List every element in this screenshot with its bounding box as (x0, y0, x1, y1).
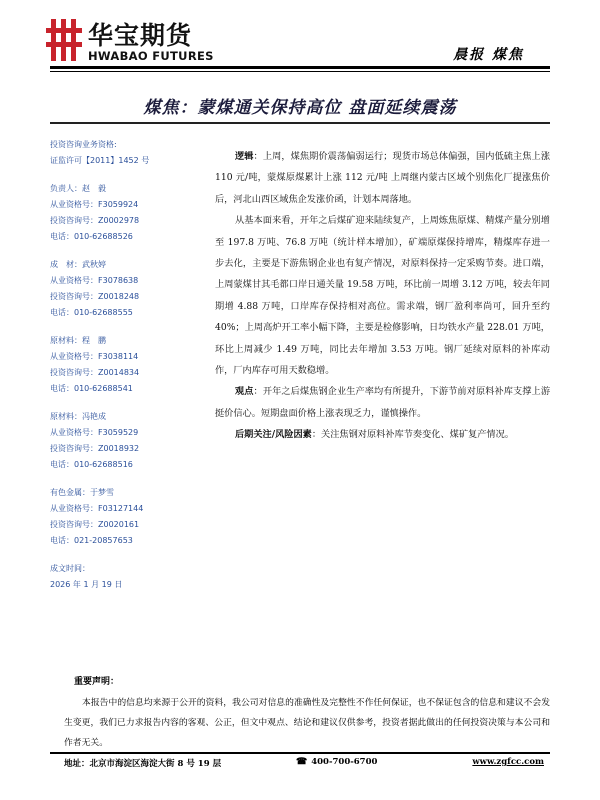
risk-text: ：关注焦钢对原料补库节奏变化、煤矿复产情况。 (311, 429, 514, 441)
disclaimer (64, 693, 550, 753)
logic-text: ：上周，煤焦期价震荡偏弱运行；现货市场总体偏强，国内低硫主焦上涨 110 元/吨，蒙煤原煤累计上涨 112 元/吨 上周继内蒙古区域个别焦化厂提涨焦价后，河北山西区域焦企发涨价函，计划本周落地。 (215, 151, 551, 205)
footer-phone-group (296, 757, 377, 767)
view-label: 观点 (235, 386, 254, 398)
footer-phone: 400-700-6700 (311, 757, 378, 767)
contact-phone: 电话：010-62688555 (50, 308, 133, 317)
contact-role: 成 材：武秋婷 (50, 260, 106, 269)
contact-license: 从业资格号：F3059924 (50, 200, 139, 209)
page-title: 煤焦：蒙煤通关保持高位 盘面延续震荡 (143, 98, 457, 118)
contact-advisory: 投资咨询号：Z0020161 (50, 520, 140, 529)
qualification-label: 投资咨询业务资格: (50, 140, 117, 149)
contact-license: 从业资格号：F3038114 (50, 352, 139, 361)
fundamentals-paragraph: 从基本面来看，开年之后煤矿迎来陆续复产，上周炼焦原煤、精煤产量分别增至 197.8 万吨、76.8 万吨（统计样本增加），矿端原煤保持增库，精煤库存进一步去化，主要是下游焦钢企业也有复产情况，对原料保持一定采购节奏。进口端，上周蒙煤甘其毛都口岸日通关量 19.58 万吨，环比前一周增 3.12 万吨，较去年同期增 4.88 万吨，口岸库存保持相对高位。需求端，钢厂盈利率尚可，回升至约 40%；上周高炉开工率小幅下降，主要是检修影响，日均铁水产量 228.01 万吨，环比上周减少 1.49 万吨，同比去年增加 3.53 万吨。钢厂延续对原料的补库动作，厂内库存可用天数稳增。 (215, 215, 550, 377)
logo-mark-icon (44, 16, 84, 64)
contact-role: 原材料：程 鹏 (50, 336, 106, 345)
contact-phone: 电话：010-62688516 (50, 460, 133, 469)
footer (64, 757, 544, 771)
contact-phone: 电话：021-20857653 (50, 536, 133, 545)
contact-phone: 电话：010-62688526 (50, 232, 133, 241)
date-label: 成文时间： (50, 564, 90, 573)
contact-license: 从业资格号：F3059529 (50, 428, 139, 437)
contact-block (50, 333, 200, 397)
footer-address: 地址：北京市海淀区海淀大街 8 号 19 层 (64, 759, 222, 769)
view-paragraph (215, 381, 550, 424)
logic-paragraph (215, 146, 550, 210)
logo-cn-text: 华宝期货 (88, 21, 193, 50)
contact-block (50, 181, 200, 245)
contact-block (50, 257, 200, 321)
disclaimer-text: 本报告中的信息均来源于公开的资料，我公司对信息的准确性及完整性不作任何保证，也不保证包含的信息和建议不会发生变更，我们已力求报告内容的客观、公正，但文中观点、结论和建议仅供参考，投资者据此做出的任何投资决策与本公司和作者无关。 (64, 698, 550, 748)
risk-paragraph (215, 424, 550, 445)
qualification-value: 证监许可【2011】1452 号 (50, 156, 150, 165)
contact-block (50, 409, 200, 473)
header-divider (50, 66, 550, 69)
contact-role: 原材料：冯艳成 (50, 412, 106, 421)
logic-label: 逻辑 (235, 151, 254, 162)
logo-en-text: HWABAO FUTURES (88, 49, 214, 63)
header-divider-thin (50, 71, 550, 72)
analyst-sidebar (50, 137, 200, 593)
contact-role: 有色金属：于梦雪 (50, 488, 114, 497)
contact-phone: 电话：010-62688541 (50, 384, 133, 393)
title-divider (50, 122, 550, 124)
company-logo (44, 16, 234, 64)
report-date: 2026 年 1 月 19 日 (50, 580, 123, 589)
risk-label: 后期关注/风险因素 (235, 429, 312, 441)
footer-divider (50, 752, 550, 754)
contact-advisory: 投资咨询号：Z0014834 (50, 368, 140, 377)
view-text: ：开年之后煤焦钢企业生产率均有所提升，下游节前对原料补库支撑上游挺价信心。短期盘面价格上涨表现乏力，谨慎操作。 (215, 386, 551, 419)
contact-block (50, 485, 200, 549)
contact-license: 从业资格号：F03127144 (50, 504, 144, 513)
contact-role: 负责人：赵 毅 (50, 184, 106, 193)
report-body (215, 146, 550, 446)
contact-license: 从业资格号：F3078638 (50, 276, 139, 285)
contact-advisory: 投资咨询号：Z0018248 (50, 292, 140, 301)
disclaimer-title: 重要声明： (74, 677, 120, 687)
contact-advisory: 投资咨询号：Z0002978 (50, 216, 140, 225)
footer-website-link[interactable]: www.zgfcc.com (472, 757, 544, 767)
contact-advisory: 投资咨询号：Z0018932 (50, 444, 140, 453)
report-type: 晨报 煤焦 (453, 47, 524, 63)
phone-icon: ☎ (296, 757, 308, 767)
